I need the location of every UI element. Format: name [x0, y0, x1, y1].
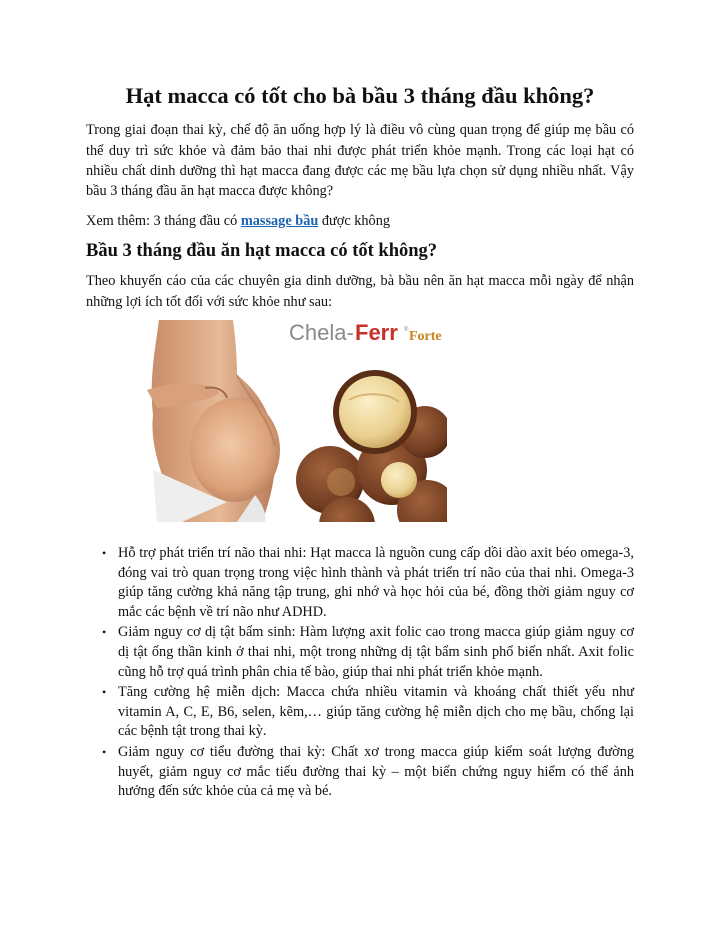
brand-text-chela: Chela- [289, 320, 354, 346]
section-lead-paragraph: Theo khuyến cáo của các chuyên gia dinh dưỡng, bà bầu nên ăn hạt macca mỗi ngày để nhận những lợi ích tốt đối với sức khỏe như sau: [86, 273, 634, 310]
bullet-icon: • [102, 685, 107, 700]
see-also-suffix: được không [318, 212, 390, 229]
see-also-prefix: Xem thêm: 3 tháng đầu có [86, 212, 241, 229]
intro-paragraph: Trong giai đoạn thai kỳ, chế độ ăn uống hợp lý là điều vô cùng quan trọng để giúp mẹ bầu có thể duy trì sức khỏe và đảm bảo thai nhi được phát triển khỏe mạnh. Trong các loại hạt có nhiều chất dinh dưỡng thì hạt macca đang được các mẹ bầu lựa chọn sử dụng nhiều nhất. Vậy bầu 3 tháng đầu ăn hạt macca được không? [86, 122, 634, 200]
pregnancy-macadamia-image [87, 320, 447, 522]
list-item [86, 623, 634, 682]
see-also-line [86, 211, 634, 231]
section-heading: Bầu 3 tháng đầu ăn hạt macca có tốt không? [86, 241, 438, 262]
bullet-icon: • [102, 744, 107, 759]
article-body [86, 82, 634, 803]
list-item-text: Giảm nguy cơ tiểu đường thai kỳ: Chất xơ trong macca giúp kiểm soát lượng đường huyết, giảm nguy cơ mắc tiểu đường thai kỳ – một biến chứng nguy hiểm có thể ảnh hưởng đến sức khỏe của cả mẹ và bé. [118, 743, 634, 800]
list-item [86, 743, 634, 802]
article-title: Hạt macca có tốt cho bà bầu 3 tháng đầu không? [125, 83, 595, 108]
list-item-text: Tăng cường hệ miễn dịch: Macca chứa nhiều vitamin và khoáng chất thiết yếu như vitamin A, C, E, B6, selen, kẽm,… giúp tăng cường hệ miễn dịch cho mẹ bầu, chống lại các bệnh tật trong thai kỳ. [118, 684, 634, 740]
list-item [86, 544, 634, 622]
benefits-list [86, 544, 634, 802]
illustration-svg [87, 320, 447, 522]
list-item-text: Giảm nguy cơ dị tật bẩm sinh: Hàm lượng axit folic cao trong macca giúp giảm nguy cơ dị tật ống thần kinh ở thai nhi, một trong những dị tật bẩm sinh phổ biến nhất. Axit folic cũng hỗ trợ quá trình phân chia tế bào, giúp thai nhi phát triển khỏe mạnh. [118, 624, 634, 680]
brand-text-ferr: Ferr [355, 320, 398, 346]
bullet-icon: • [102, 625, 107, 640]
list-item [86, 683, 634, 742]
brand-text-forte: Forte [409, 329, 442, 345]
bullet-icon: • [102, 546, 107, 561]
massage-bau-link[interactable]: massage bầu [240, 212, 319, 229]
brand-registered-mark: ® [404, 327, 409, 334]
list-item-text: Hỗ trợ phát triển trí não thai nhi: Hạt macca là nguồn cung cấp dồi dào axit béo omega-3, đóng vai trò quan trọng trong việc hình thành và phát triển trí não của thai nhi. Omega-3 giúp tăng cường khả năng tập trung, ghi nhớ và học hỏi của bé, đồng thời giảm nguy cơ mắc các bệnh về trí não như ADHD. [118, 545, 634, 620]
